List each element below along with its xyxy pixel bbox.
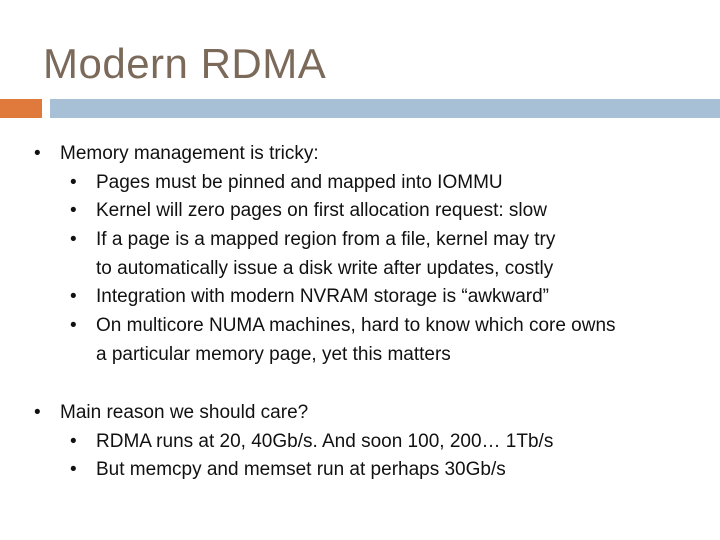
bullet-dot-icon: •: [70, 286, 77, 307]
sub-bullet-item: [70, 459, 506, 481]
sub-bullet-item: [70, 286, 549, 308]
sub-bullet-continuation: to automatically issue a disk write after updates, costly: [96, 258, 554, 279]
bullet-dot-icon: •: [70, 315, 77, 336]
sub-bullet-item: [70, 229, 555, 251]
bullet-item: [34, 143, 319, 165]
bullet-dot-icon: •: [34, 402, 41, 423]
sub-bullet-text: Pages must be pinned and mapped into IOMMU: [96, 172, 503, 193]
bullet-dot-icon: •: [70, 172, 77, 193]
bullet-text: Memory management is tricky:: [60, 143, 319, 164]
bullet-dot-icon: •: [70, 229, 77, 250]
bullet-item: [34, 402, 308, 424]
sub-bullet-item: [70, 431, 553, 453]
sub-bullet-text: On multicore NUMA machines, hard to know which core owns: [96, 315, 616, 336]
sub-bullet-item: [70, 172, 503, 194]
bullet-dot-icon: •: [34, 143, 41, 164]
sub-bullet-text: Integration with modern NVRAM storage is “awkward”: [96, 286, 550, 307]
sub-bullet-text: If a page is a mapped region from a file, kernel may try: [96, 229, 556, 250]
bullet-dot-icon: •: [70, 431, 77, 452]
sub-bullet-text: Kernel will zero pages on first allocation request: slow: [96, 200, 547, 221]
sub-bullet-continuation: a particular memory page, yet this matters: [96, 344, 451, 365]
sub-bullet-item: [70, 200, 547, 222]
bullet-dot-icon: •: [70, 200, 77, 221]
sub-bullet-item: [70, 315, 616, 337]
slide-title: Modern RDMA: [43, 40, 327, 87]
bullet-dot-icon: •: [70, 459, 77, 480]
bullet-text: Main reason we should care?: [60, 402, 309, 423]
sub-bullet-text: RDMA runs at 20, 40Gb/s. And soon 100, 200… 1Tb/s: [96, 431, 554, 452]
sub-bullet-text: But memcpy and memset run at perhaps 30Gb/s: [96, 459, 506, 480]
